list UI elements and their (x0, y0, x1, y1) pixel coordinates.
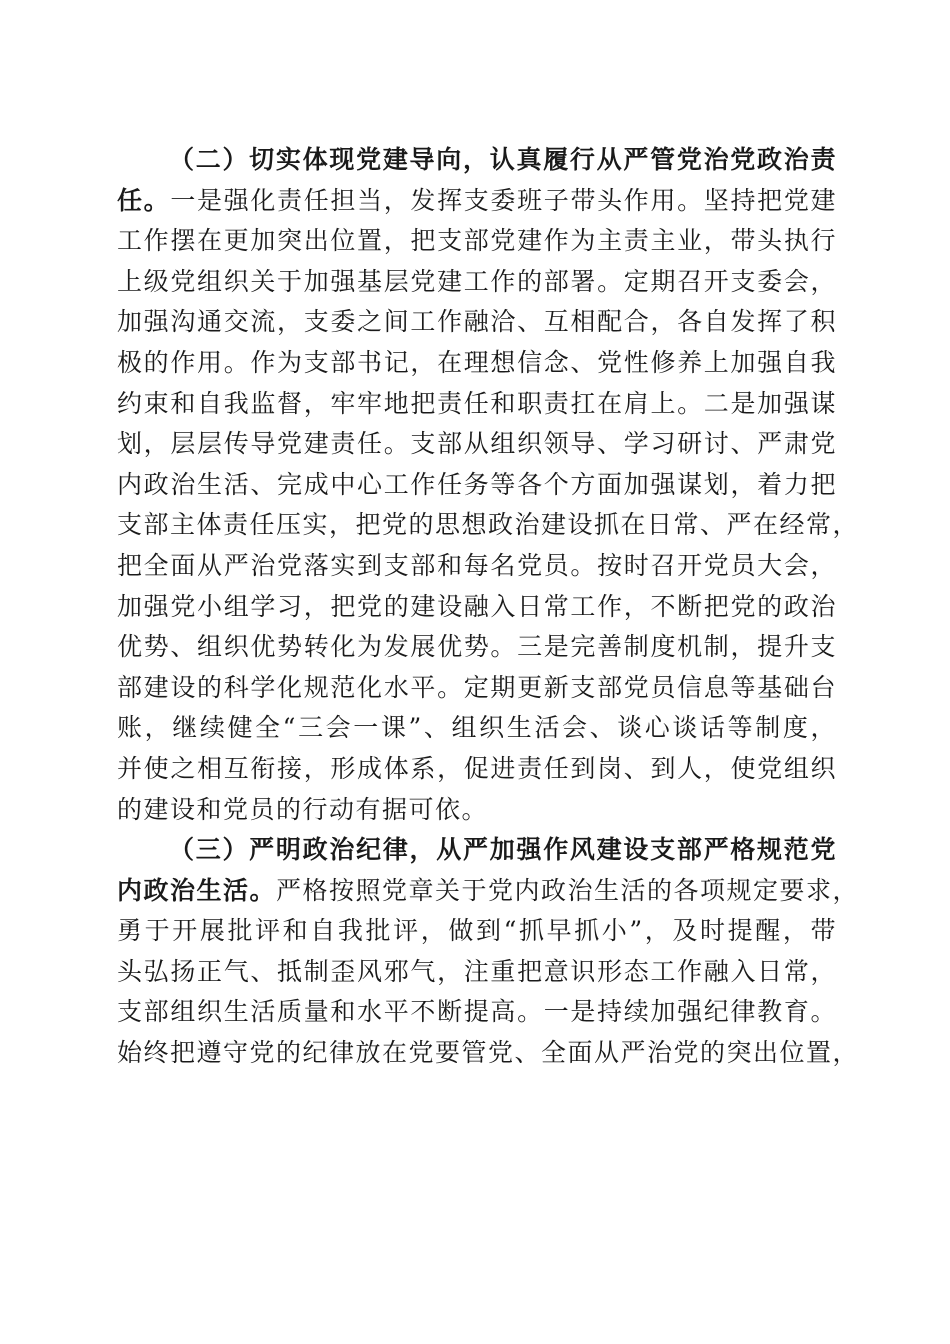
section-2-line-last: 的建设和党员的行动有据可依。 (117, 794, 489, 824)
section-3-line: 勇于开展批评和自我批评，做到“抓早抓小”，及时提醒，带 (117, 916, 837, 946)
section-2-line: 账，继续健全“三会一课”、组织生活会、谈心谈话等制度， (117, 713, 837, 743)
section-3-text: 严格按照党章关于党内政治生活的各项规定要求， (276, 875, 860, 905)
section-3-heading-end: 内政治生活。 (117, 875, 277, 905)
section-2-line: 约束和自我监督，牢牢地把责任和职责扛在肩上。二是加强谋 (117, 388, 837, 418)
section-3-line-1 (117, 871, 860, 912)
section-2-line: 并使之相互衔接，形成体系，促进责任到岗、到人，使党组织 (117, 753, 837, 783)
section-2-line: 极的作用。作为支部书记，在理想信念、党性修养上加强自我 (117, 347, 837, 377)
section-3-line: 支部组织生活质量和水平不断提高。一是持续加强纪律教育。 (117, 997, 837, 1027)
section-2-line: 把全面从严治党落实到支部和每名党员。按时召开党员大会， (117, 550, 837, 580)
section-2-line: 工作摆在更加突出位置，把支部党建作为主责主业，带头执行 (117, 226, 837, 256)
section-2-line: 加强沟通交流，支委之间工作融洽、互相配合，各自发挥了积 (117, 307, 837, 337)
section-2-heading: （二）切实体现党建导向，认真履行从严管党治党政治责 (169, 145, 837, 174)
section-2-line: 上级党组织关于加强基层党建工作的部署。定期召开支委会， (117, 266, 837, 296)
section-3-line: 始终把遵守党的纪律放在党要管党、全面从严治党的突出位置， (117, 1038, 860, 1068)
section-3-heading: （三）严明政治纪律，从严加强作风建设支部严格规范党 (169, 835, 837, 865)
section-2-text: 一是强化责任担当，发挥支委班子带头作用。坚持把党建 (170, 185, 837, 215)
document-body (117, 140, 860, 1074)
section-3-line: 头弘扬正气、抵制歪风邪气，注重把意识形态工作融入日常， (117, 956, 837, 986)
section-2-heading-end: 任。 (117, 185, 171, 215)
section-2-line: 划，层层传导党建责任。支部从组织领导、学习研讨、严肃党 (117, 429, 837, 459)
section-2-line-1 (117, 181, 837, 222)
section-2-line: 内政治生活、完成中心工作任务等各个方面加强谋划，着力把 (117, 469, 837, 499)
section-2-line: 加强党小组学习，把党的建设融入日常工作，不断把党的政治 (117, 591, 837, 621)
section-2-line: 优势、组织优势转化为发展优势。三是完善制度机制，提升支 (117, 632, 837, 662)
section-2-line: 部建设的科学化规范化水平。定期更新支部党员信息等基础台 (117, 672, 837, 702)
section-2-line: 支部主体责任压实，把党的思想政治建设抓在日常、严在经常， (117, 510, 860, 540)
